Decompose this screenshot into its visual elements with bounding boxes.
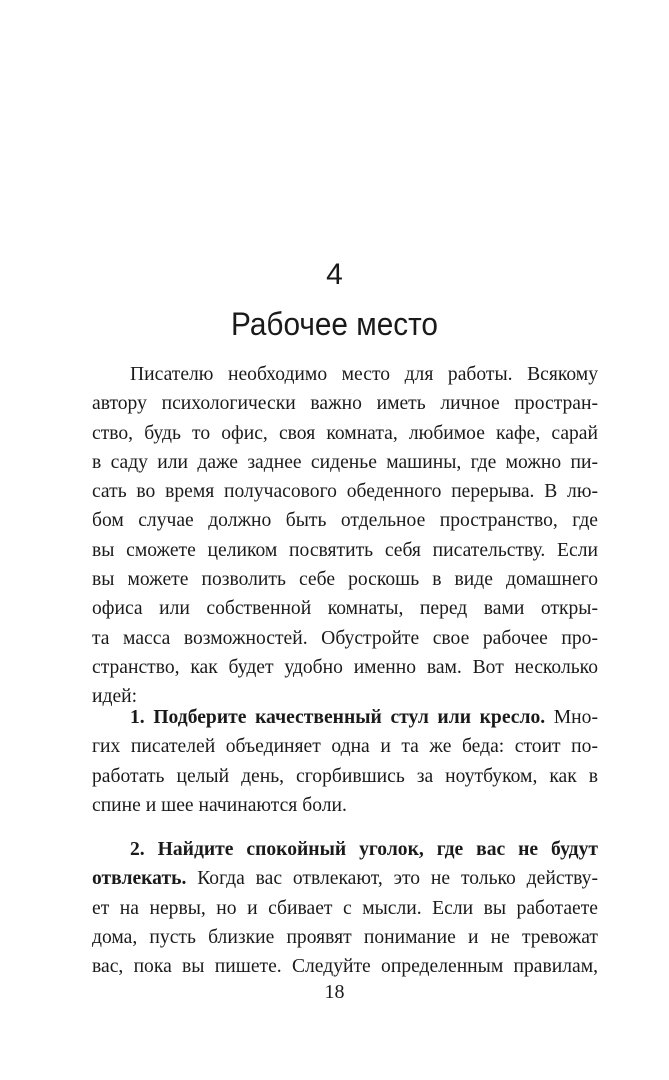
text-line: ет на нервы, но и сбивает с мысли. Если вы работаете [92,897,598,919]
text-line: странство, как будет удобно именно вам. Вот несколько [92,656,598,678]
text-line: гих писателей объединяет одна и та же беда: стоит по- [92,736,598,758]
chapter-number: 4 [326,258,343,291]
item-heading: отвлекать. [92,868,187,890]
list-item-chair [92,703,598,820]
text-line: идей: [92,686,138,708]
text-line: та масса возможностей. Обустройте свое рабочее про- [92,627,598,649]
text-line: в саду или даже заднее сиденье машины, где можно пи- [92,451,598,473]
text-line: вы можете позволить себе роскошь в виде домашнего [92,569,598,591]
text-line: дома, пусть близкие проявят понимание и не тревожат [92,926,598,948]
item-heading: 2. Найдите спокойный уголок, где вас не будут [130,839,598,860]
text-line: работать целый день, сгорбившись за ноутбуком, как в [92,765,598,787]
text-line: вас, пока вы пишете. Следуйте определенным правилам, [92,956,598,978]
text-line: спине и шее начинаются боли. [92,794,347,816]
item-text: Когда вас отвлекают, это не только действу- [186,868,598,890]
page-number: 18 [324,981,345,1003]
paragraph-intro [92,360,598,712]
text-line [92,703,598,732]
item-text: Мно- [545,707,598,728]
chapter-title: Рабочее место [231,306,438,342]
list-item-quiet-corner [92,835,598,981]
text-line: бом случае должно быть отдельное пространство, где [92,510,598,532]
text-line: Писателю необходимо место для работы. Всякому [130,364,598,385]
text-line [92,864,598,893]
text-line: офиса или собственной комнаты, перед вами откры- [92,598,598,620]
text-line: ство, будь то офис, своя комната, любимое кафе, сарай [92,422,598,444]
text-line: автору психологически важно иметь личное простран- [92,393,598,415]
text-line: вы сможете целиком посвятить себя писательству. Если [92,539,598,561]
text-line: сать во время получасового обеденного перерыва. В лю- [92,481,598,503]
item-heading: 1. Подберите качественный стул или кресло. [130,707,546,728]
